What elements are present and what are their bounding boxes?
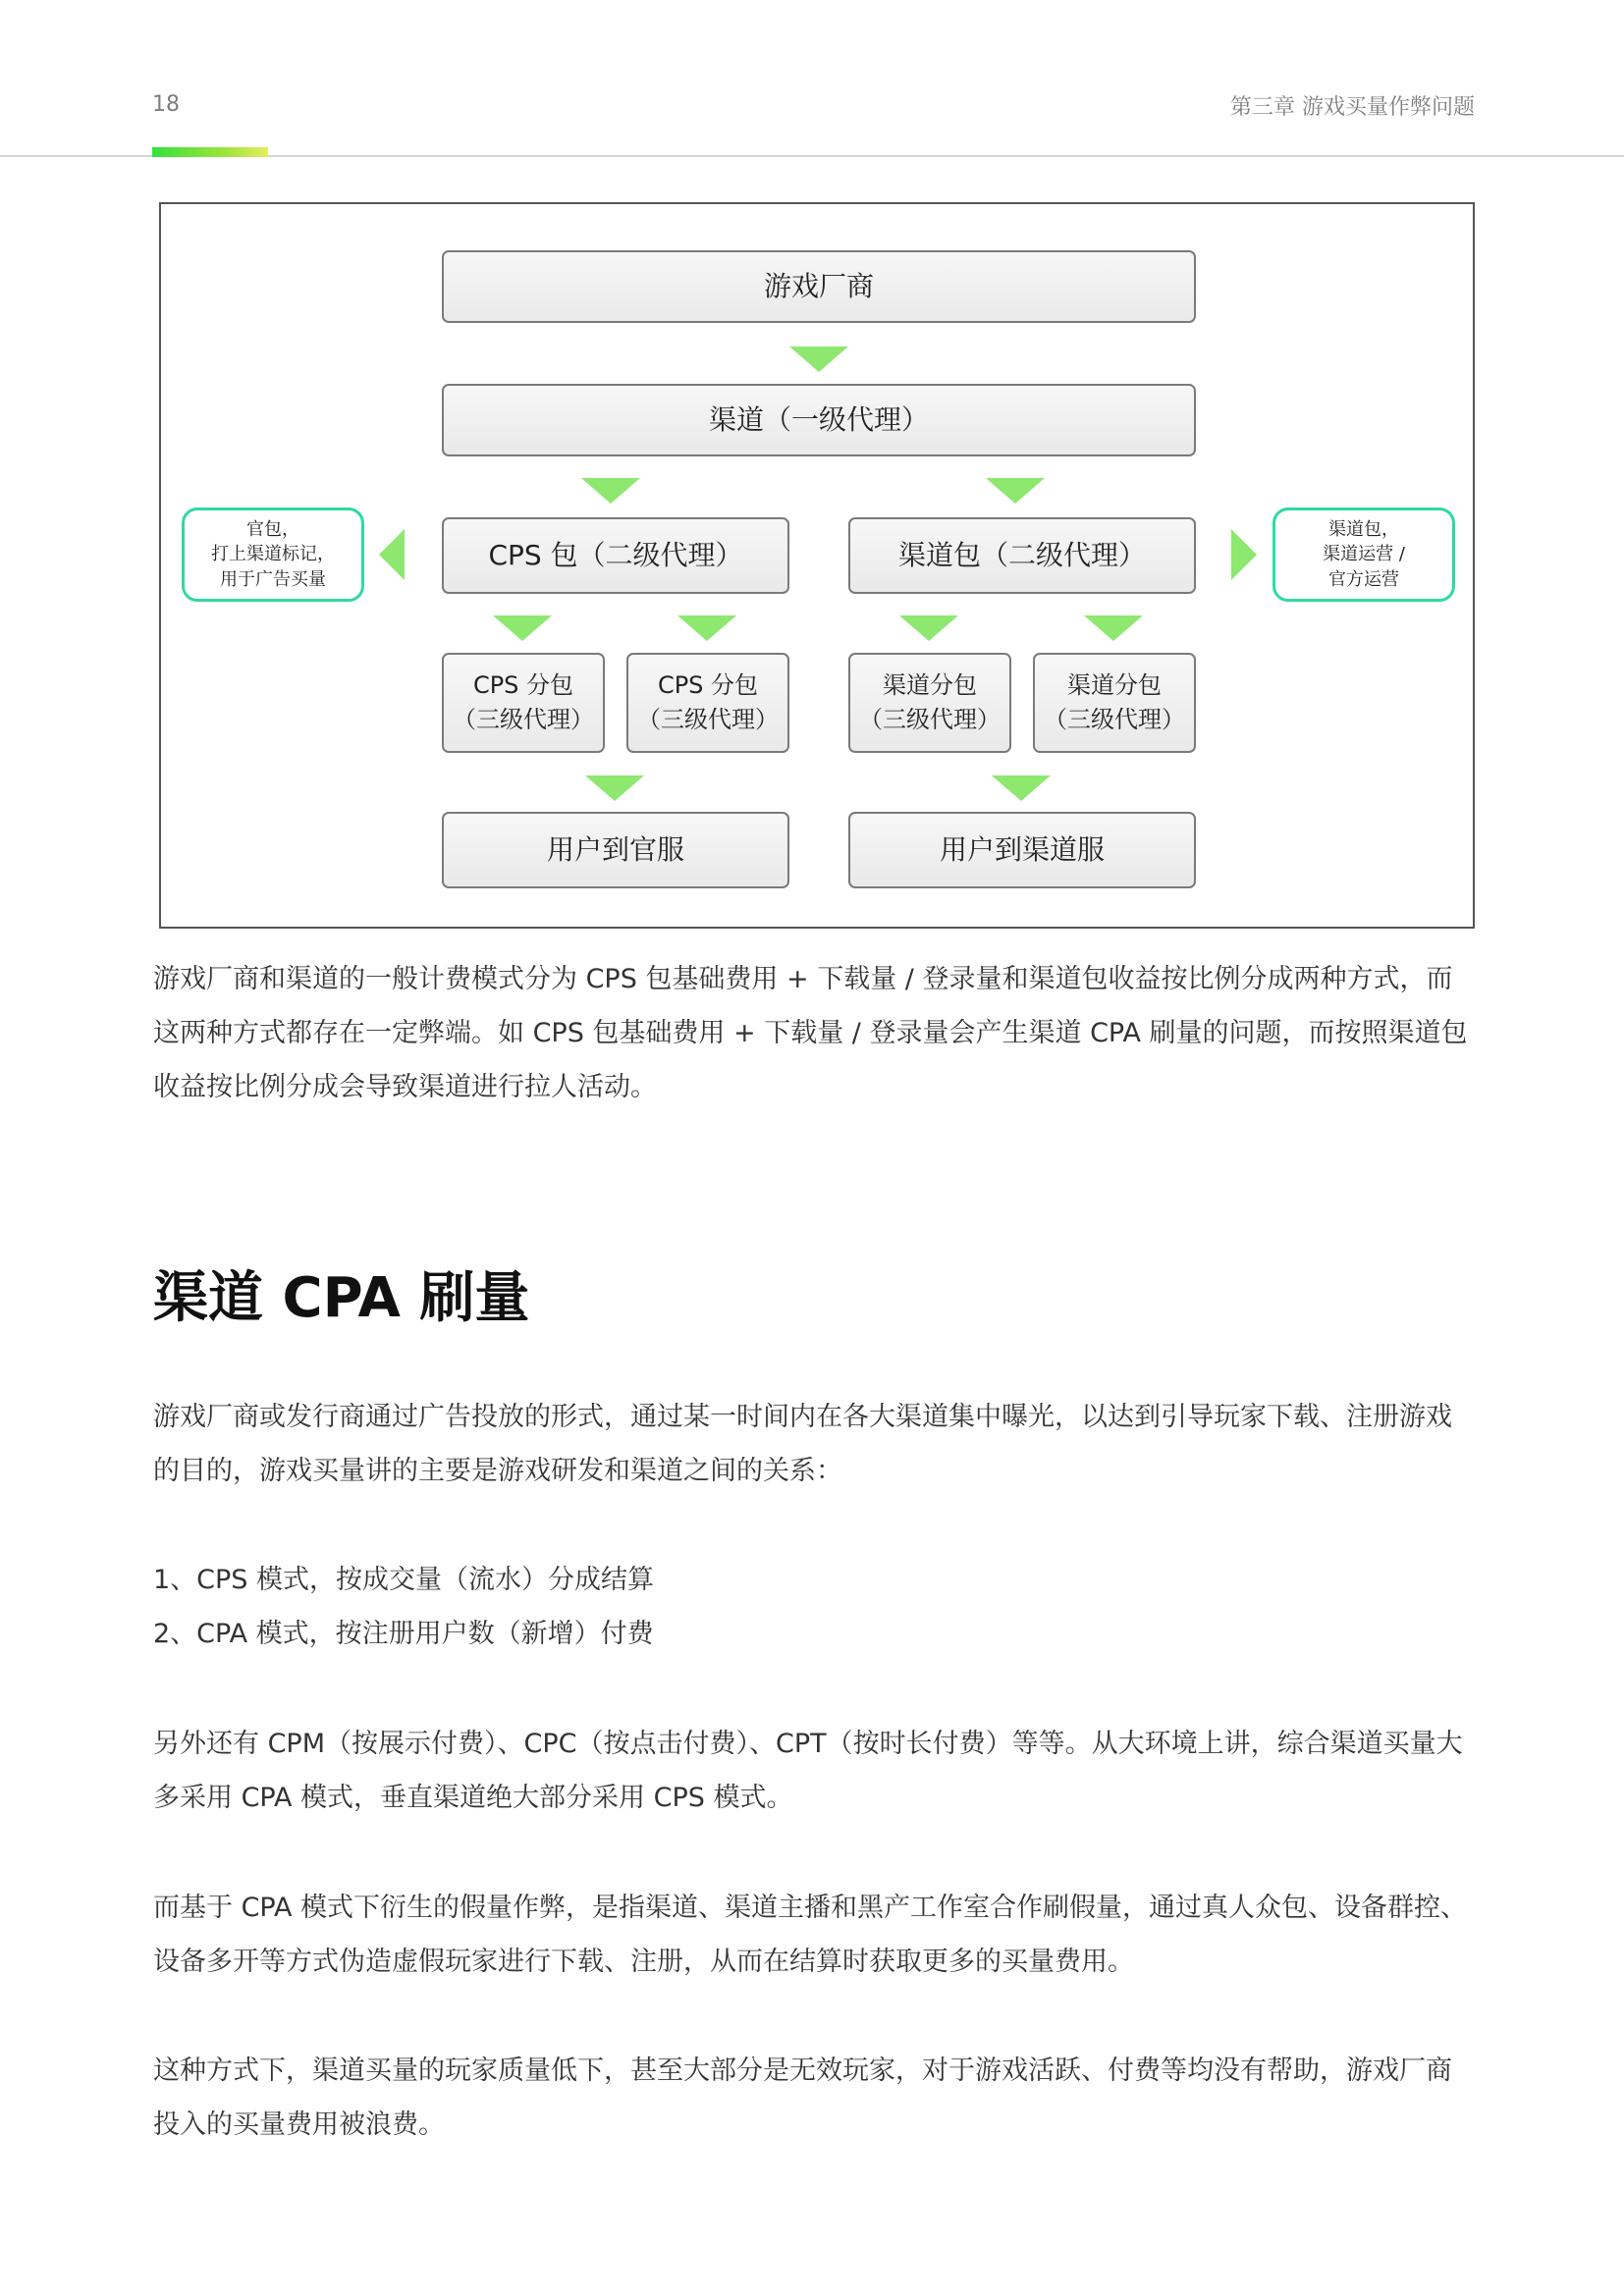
list-item-cpa: 2、CPA 模式，按注册用户数（新增）付费 [153, 1619, 654, 1649]
node-channel-subpackage-2: 渠道分包 （三级代理） [1033, 653, 1196, 753]
paragraph-billing-modes: 游戏厂商和渠道的一般计费模式分为 CPS 包基础费用 + 下载量 / 登录量和渠道包收益按比例分成两种方式，而这两种方式都存在一定弊端。如 CPS 包基础费用 + 下载量 / 登录量会产生渠道 CPA 刷量的问题，而按照渠道包收益按比例分成会导致渠道进行拉人活动。 [153, 964, 1468, 1102]
arrow-cps-to-sub1 [493, 615, 552, 641]
paragraph-intro: 游戏厂商或发行商通过广告投放的形式，通过某一时间内在各大渠道集中曝光，以达到引导玩家下载、注册游戏的目的，游戏买量讲的主要是游戏研发和渠道之间的关系： [153, 1402, 1452, 1486]
node-cps-package: CPS 包（二级代理） [442, 517, 789, 594]
node-user-channel-server: 用户到渠道服 [848, 812, 1196, 888]
node-cps-subpackage-1: CPS 分包 （三级代理） [442, 653, 605, 753]
arrow-vendor-to-channel [789, 347, 848, 372]
arrow-channelpkg-to-sub3 [899, 615, 958, 641]
arrow-to-left-note [379, 529, 405, 580]
arrow-cps-to-official [585, 775, 644, 801]
arrow-channel-to-cps [581, 478, 640, 504]
arrow-cps-to-sub2 [677, 615, 736, 641]
header-accent-bar [152, 147, 268, 157]
node-channel-level1: 渠道（一级代理） [442, 384, 1196, 456]
note-official-package: 官包， 打上渠道标记， 用于广告买量 [182, 507, 364, 602]
node-user-official-server: 用户到官服 [442, 812, 789, 888]
section-title: 渠道 CPA 刷量 [153, 1266, 530, 1330]
paragraph-consequence: 这种方式下，渠道买量的玩家质量低下，甚至大部分是无效玩家，对于游戏活跃、付费等均没有帮助，游戏厂商投入的买量费用被浪费。 [153, 2056, 1452, 2140]
node-channel-package: 渠道包（二级代理） [848, 517, 1196, 594]
chapter-title: 第三章 游戏买量作弊问题 [1230, 95, 1475, 120]
node-cps-subpackage-2: CPS 分包 （三级代理） [626, 653, 789, 753]
list-item-cps: 1、CPS 模式，按成交量（流水）分成结算 [153, 1565, 655, 1595]
paragraph-fake-volume: 而基于 CPA 模式下衍生的假量作弊，是指渠道、渠道主播和黑产工作室合作刷假量，通过真人众包、设备群控、设备多开等方式伪造虚假玩家进行下载、注册，从而在结算时获取更多的买量费用。 [153, 1893, 1468, 1977]
paragraph-other-modes: 另外还有 CPM（按展示付费）、CPC（按点击付费）、CPT（按时长付费）等等。从大环境上讲，综合渠道买量大多采用 CPA 模式，垂直渠道绝大部分采用 CPS 模式。 [153, 1729, 1463, 1813]
arrow-to-right-note [1231, 529, 1257, 580]
arrow-channel-to-channelpkg [986, 478, 1045, 504]
node-channel-subpackage-1: 渠道分包 （三级代理） [848, 653, 1011, 753]
node-game-vendor: 游戏厂商 [442, 250, 1196, 323]
page-number: 18 [152, 92, 180, 117]
arrow-channel-to-channel-server [992, 775, 1051, 801]
note-channel-package: 渠道包， 渠道运营 / 官方运营 [1272, 507, 1455, 602]
arrow-channelpkg-to-sub4 [1084, 615, 1143, 641]
flow-diagram [159, 202, 1475, 929]
